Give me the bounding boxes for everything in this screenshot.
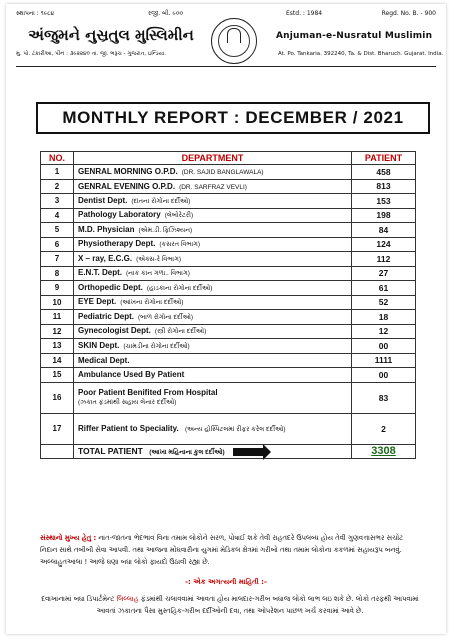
department-note: (એમ.ડી. ફિઝિશ્યન) bbox=[138, 226, 193, 234]
row-number: 4 bbox=[41, 208, 74, 223]
header-department: DEPARTMENT bbox=[74, 152, 352, 165]
row-department bbox=[74, 339, 352, 354]
report-title: MONTHLY REPORT : DECEMBER / 2021 bbox=[36, 102, 430, 134]
organization-purpose bbox=[40, 532, 420, 568]
row-patient-count: 27 bbox=[352, 266, 416, 281]
department-name: Physiotherapy Dept. bbox=[78, 239, 156, 249]
department-note: (એક્સ-રે વિભાગ) bbox=[136, 255, 182, 263]
row-patient-count: 198 bbox=[352, 208, 416, 223]
address-gujarati: મુ. પો. ટંકારીઆ, પીન : ૩૯૨૨૪૦ તા. જી. ભરૂચ - ગુજરાત, ઇન્ડિયા. bbox=[16, 51, 167, 57]
row-department bbox=[74, 266, 352, 281]
total-label: TOTAL PATIENT bbox=[78, 445, 143, 456]
row-patient-count: 18 bbox=[352, 310, 416, 325]
department-name: E.N.T. Dept. bbox=[78, 268, 123, 278]
patient-report-table bbox=[40, 151, 416, 459]
purpose-label: સંસ્થાનો મુખ્ય હેતુ : bbox=[40, 534, 97, 542]
department-note: (DR. SAJID BANGLAWALA) bbox=[181, 169, 264, 177]
row-number: 11 bbox=[41, 310, 74, 325]
row-department bbox=[74, 223, 352, 238]
row-department bbox=[74, 353, 352, 368]
department-note: (નાક કાન ગળા.. વિભાગ) bbox=[126, 270, 190, 278]
row-number: 13 bbox=[41, 339, 74, 354]
row-number: 8 bbox=[41, 266, 74, 281]
department-note: (બાળ રોગોના દર્દીઓ) bbox=[138, 313, 194, 321]
row-department bbox=[74, 310, 352, 325]
department-note: (આંખના રોગોના દર્દીઓ) bbox=[120, 299, 184, 307]
table-row bbox=[41, 165, 416, 180]
table-row bbox=[41, 339, 416, 354]
row-number: 14 bbox=[41, 353, 74, 368]
row-patient-count: 84 bbox=[352, 223, 416, 238]
department-name: Ambulance Used By Patient bbox=[78, 370, 185, 380]
row-department bbox=[74, 368, 352, 383]
row-department bbox=[74, 179, 352, 194]
info-text-end: ફંડમાંથી ચલાવવામાં આવતા હોય માલદાર-ગરીબ બધાજ લોકો લાભ લઇ શકે છે. લોકો તરફથી આપવામાં આવતાં ઝકાતના પૈસા મુસ્તહિક-ગરીબ દર્દીઓની દવા, તથા ઓપરેશન પાછળ ખર્ચ કરવામાં આવે છે. bbox=[96, 595, 419, 615]
table-row bbox=[41, 252, 416, 267]
total-patient-value: 3308 bbox=[371, 445, 396, 458]
row-patient-count: 124 bbox=[352, 237, 416, 252]
address-english: At. Po. Tankaria. 392240, Ta. & Dist. Bharuch. Gujarat. India. bbox=[278, 51, 444, 57]
table-row bbox=[41, 179, 416, 194]
total-row bbox=[41, 444, 416, 459]
department-name: X – ray, E.C.G. bbox=[78, 253, 133, 263]
table-row bbox=[41, 194, 416, 209]
row-number: 2 bbox=[41, 179, 74, 194]
department-note: (અન્ય હોસ્પિટલમાં રીફર કરેલ દર્દીઓ) bbox=[185, 425, 286, 433]
row-number: 6 bbox=[41, 237, 74, 252]
row-department bbox=[74, 194, 352, 209]
row-patient-count: 813 bbox=[352, 179, 416, 194]
table-row bbox=[41, 237, 416, 252]
row-number: 9 bbox=[41, 281, 74, 296]
row-number: 16 bbox=[41, 382, 74, 413]
established-english: Estd. : 1984 bbox=[286, 10, 323, 17]
total-label-cell bbox=[74, 444, 352, 459]
row-number: 1 bbox=[41, 165, 74, 180]
department-name: M.D. Physician bbox=[78, 224, 135, 234]
department-name: Pathology Laboratory bbox=[78, 210, 161, 220]
row-number: 17 bbox=[41, 413, 74, 444]
established-gujarati: સ્થાપના : ૧૯૮૪ bbox=[16, 10, 55, 17]
row-department bbox=[74, 252, 352, 267]
table-body bbox=[41, 165, 416, 383]
department-note: (DR. SARFRAZ VEVLI) bbox=[179, 183, 247, 191]
arrow-right-icon bbox=[233, 448, 263, 456]
total-empty-cell bbox=[41, 444, 74, 459]
registration-gujarati: રજી. બી. ૯૦૦ bbox=[148, 10, 184, 17]
organization-logo bbox=[211, 18, 257, 64]
department-note: (ચામડીના રોગોના દર્દીઓ) bbox=[123, 342, 190, 350]
row-number: 15 bbox=[41, 368, 74, 383]
header-divider bbox=[16, 66, 436, 67]
table-row bbox=[41, 324, 416, 339]
table-row bbox=[41, 310, 416, 325]
row-department bbox=[74, 237, 352, 252]
table-row bbox=[41, 223, 416, 238]
row-patient-count: 00 bbox=[352, 368, 416, 383]
row-patient-count: 112 bbox=[352, 252, 416, 267]
department-name: Orthopedic Dept. bbox=[78, 282, 143, 292]
important-info-heading: -: એક અગત્યની માહિતી :- bbox=[185, 578, 267, 586]
row-patient-count: 458 bbox=[352, 165, 416, 180]
purpose-text: નાત-જાતના ભેદભાવ વિના તમામ લોકોને સરળ, પોષાઈ શકે તેવી રાહતદરે ઉપલબ્ધ હોય તેવી ગુણવત્તાસભર સચોટ નિદાન સાથે તબીબી સેવા આપવી. તથા આજના મોંઘવારીના યુગમાં મેડિકલ ક્ષેત્રમાં ગરીબો તથા તમામ લોકોના કકળમાં સહાયરૂપ બનવું. અલ્લાહુતઆલા ! આજે ઘણા બધા લોકો ફાયદો ઉઠાવી રહ્યા છે. bbox=[40, 534, 404, 566]
total-label-gujarati: (આખા મહિનાના કુલ દર્દીઓ) bbox=[149, 448, 225, 456]
header-patient: PATIENT bbox=[352, 152, 416, 165]
row-department bbox=[74, 295, 352, 310]
row-department bbox=[74, 281, 352, 296]
department-note: (ઝકાત ફંડમાંથી સહાય લેનાર દર્દીઓ) bbox=[78, 399, 177, 406]
row-patient-count: 83 bbox=[352, 382, 416, 413]
table-row bbox=[41, 353, 416, 368]
row-patient-count: 12 bbox=[352, 324, 416, 339]
row-department bbox=[74, 413, 352, 444]
organization-name-gujarati: અંજુમને નુસ્રતુલ મુસ્લિમીન bbox=[28, 26, 194, 44]
row-number: 10 bbox=[41, 295, 74, 310]
table-row bbox=[41, 295, 416, 310]
row-patient-count: 2 bbox=[352, 413, 416, 444]
department-name: Pediatric Dept. bbox=[78, 311, 135, 321]
table-row bbox=[41, 281, 416, 296]
department-name: Gynecologist Dept. bbox=[78, 326, 151, 336]
department-name: Dentist Dept. bbox=[78, 195, 128, 205]
row-department bbox=[74, 208, 352, 223]
department-name: Riffer Patient to Speciality. bbox=[78, 423, 179, 433]
table-row bbox=[41, 208, 416, 223]
table-header-row bbox=[41, 152, 416, 165]
table-row bbox=[41, 266, 416, 281]
row-patient-count: 52 bbox=[352, 295, 416, 310]
department-name: EYE Dept. bbox=[78, 297, 117, 307]
department-name: Medical Dept. bbox=[78, 355, 130, 365]
table-row bbox=[41, 368, 416, 383]
info-highlight: લિલ્લાહ bbox=[116, 595, 139, 603]
row-number: 3 bbox=[41, 194, 74, 209]
row-patient-count: 153 bbox=[352, 194, 416, 209]
department-note: (દાંતના રોગોના દર્દીઓ) bbox=[131, 197, 191, 205]
row-patient-count: 00 bbox=[352, 339, 416, 354]
department-name: GENRAL MORNING O.P.D. bbox=[78, 167, 178, 177]
department-name: SKIN Dept. bbox=[78, 340, 120, 350]
row-patient-count: 61 bbox=[352, 281, 416, 296]
department-note: (સ્ત્રી રોગોના દર્દીઓ) bbox=[154, 328, 207, 336]
row-number: 5 bbox=[41, 223, 74, 238]
row-number: 12 bbox=[41, 324, 74, 339]
department-note: (લેબોરેટરી) bbox=[164, 212, 194, 220]
department-note: (કસરત વિભાગ) bbox=[159, 241, 201, 249]
total-value-cell bbox=[352, 444, 416, 459]
registration-english: Regd. No. B. - 900 bbox=[381, 10, 436, 17]
department-name: GENRAL EVENING O.P.D. bbox=[78, 181, 176, 191]
row-patient-count: 1111 bbox=[352, 353, 416, 368]
organization-name-english: Anjuman-e-Nusratul Muslimin bbox=[276, 31, 433, 41]
info-text-start: દવાખાનામાં બધા ડિપાર્ટમેન્ટ bbox=[41, 595, 117, 603]
report-page bbox=[6, 4, 446, 634]
table-row bbox=[41, 382, 416, 413]
header-no: NO. bbox=[41, 152, 74, 165]
department-note: (હાડકાના રોગોના દર્દીઓ) bbox=[146, 284, 213, 292]
row-department bbox=[74, 165, 352, 180]
table-row bbox=[41, 413, 416, 444]
logo-arch-icon bbox=[227, 28, 241, 43]
row-department bbox=[74, 382, 352, 413]
row-number: 7 bbox=[41, 252, 74, 267]
department-name: Poor Patient Benifited From Hospital bbox=[78, 388, 218, 397]
important-info-text bbox=[40, 593, 420, 617]
row-department bbox=[74, 324, 352, 339]
